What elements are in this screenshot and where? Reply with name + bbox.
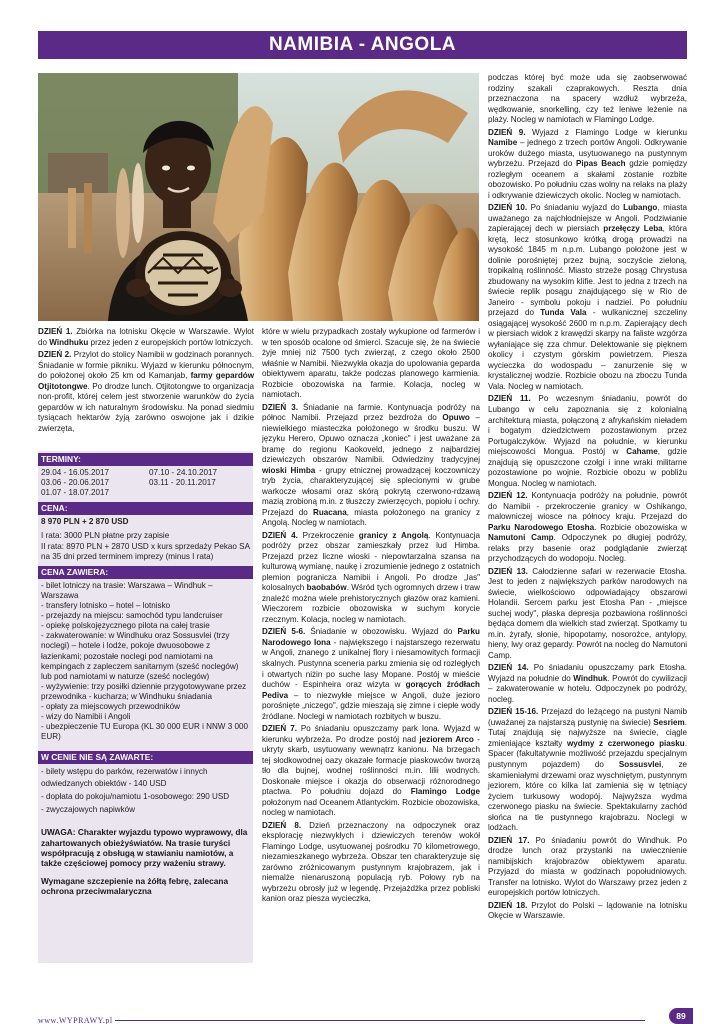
day-paragraph: DZIEŃ 13. Całodzienne safari w rezerwacie Etosha. Jest to jeden z największych parków narodowych na świecie, wielkościowo odpowiadający obszarowi Holandii. Sercem parku jest Etosha Pan - „miejsce suchej wody", płaska depresja pozbawiona roślinności będąca domem dla wielkich stad zwierząt. Spotkamy tu m.in. żyrafy, słonie, hipopotamy, nosorożce, antylopy, hieny, lwy oraz gepardy. Powrót na nocleg do Namutoni Camp. — [488, 566, 688, 660]
day-label: DZIEŃ 3. — [262, 402, 299, 412]
day-paragraph: które w wielu przypadkach zostały wykupione od farmerów i w ten sposób ocalone od śmierci. Szacuje się, że na świecie żyje mniej niż 7500 tych zwierząt, z czego około 2500 właśnie w Namibii. Niezwykła okazja do upolowania geparda obiektywem aparatu, także podczas planowego karmienia. Rozbicie obozowiska na farmie. Kolacja, nocleg w namiotach. — [262, 327, 480, 400]
list-item: - ubezpieczenie TU Europa (KL 30 000 EUR i NNW 3 000 EUR) — [41, 722, 248, 742]
day-label: DZIEŃ 10. — [488, 203, 528, 213]
page-number: 89 — [669, 1008, 693, 1024]
list-item: - bilet lotniczy na trasie: Warszawa – Windhuk – Warszawa — [41, 580, 213, 600]
day-paragraph: DZIEŃ 9. Wyjazd z Flamingo Lodge w kierunku Namibe – jednego z trzech portów Angoli. Odkrywanie uroków dużego miasta, usytuowanego na pustynnym wybrzeżu. Przejazd do Pipas Beach gdzie pomiędzy rozległym oceanem a skałami zostanie rozbite obozowisko. Po południu czas wolny na relaks na plaży i odkrywanie dziewiczych okolic. Nocleg w namiotach. — [488, 127, 688, 200]
term-date: 07.10 - 24.10.2017 — [149, 468, 217, 477]
list-item: - dopłata do pokoju/namiotu 1-osobowego: 290 USD — [41, 792, 230, 802]
list-item: - opłaty za miejscowych przewodników — [41, 702, 180, 712]
list-item: - zakwaterowanie: w Windhuku oraz Sossusvlei (trzy noclegi) – hotele i lodże, pokoje dwuosobowe z łazienkami; pozostałe noclegi pod namiotami na kempingach z zapleczem sanitarnym (sześć noclegów) lub pod namiotami w naturze (sześć noclegów) — [41, 631, 239, 681]
day-paragraph: DZIEŃ 18. Przylot do Polski – lądowanie na lotnisku Okęcie w Warszawie. — [488, 900, 687, 921]
term-date: 03.06 - 20.06.2017 — [41, 478, 109, 488]
excludes-heading: W CENIE NIE SĄ ZAWARTE: — [38, 751, 253, 764]
day-paragraph: DZIEŃ 5-6. Śniadanie w obozowisku. Wyjazd do Parku Narodowego Iona - największego i najstarszego rezerwatu w Angoli, znanego z unikalnej flory i niesamowitych formacji skalnych. Pustynna sceneria parku zmienia się od rozległych i otwartych niżin po suche lasy Mopane. Postój w mieście duchów - Espinheira oraz wizyta w gorących źródłach Pediva – to niezwykłe miejsce w Angoli, duże jezioro porośnięte „niczego", gdzie mieszają się zimne i ciepłe wody źródlane. Noclegi w namiotach rozbitych w buszu. — [262, 627, 480, 721]
vaccination-note: Wymagane szczepienie na żółtą febrę, zalecana ochrona przeciwmalaryczna — [41, 875, 229, 897]
list-item: - bilety wstępu do parków, rezerwatów i innych — [41, 766, 208, 776]
day-label: DZIEŃ 4. — [262, 530, 298, 540]
price-section — [38, 515, 253, 563]
price-line: II rata: 8970 PLN + 2870 USD x kurs sprzedaży Pekao SA na 35 dni przed terminem imprezy (minus I rata) — [41, 541, 250, 561]
day-label: DZIEŃ 12. — [488, 491, 528, 501]
day-label: DZIEŃ 13. — [488, 566, 528, 576]
day-label: DZIEŃ 5-6. — [262, 627, 306, 637]
day-paragraph: DZIEŃ 7. Po śniadaniu opuszczamy park Iona. Wyjazd w kierunku wybrzeża. Po drodze postój nad jeziorem Arco - ukryty skarb, usytuowany wewnątrz kanionu. Na brzegach tej słodkowodnej oazy okazałe formacje piaskowców tworzą tło dla bujnej, wodnej roślinności m.in. lilii wodnych. Doskonałe miejsce i okazja do obserwacji różnorodnego ptactwa. Po południu dojazd do Flamingo Lodge położonym nad Oceanem Atlantyckim. Rozbicie obozowiska, nocleg w namiotach. — [262, 724, 480, 818]
includes-heading: CENA ZAWIERA: — [38, 566, 253, 579]
day-paragraph: DZIEŃ 12. Kontynuacja podróży na południe, powrót do Namibii - przekroczenie granicy w Oshikango, malowniczej wiosce na północy kraju. Przejazd do Parku Narodowego Etosha. Rozbicie obozowiska w Namutoni Camp. Odpoczynek po długiej podróży, relaks przy basenie oraz podglądanie zwierząt przychodzących do wodopoju. Nocleg. — [488, 491, 688, 564]
day-label: DZIEŃ 11. — [488, 394, 531, 404]
price-line: I rata: 3000 PLN płatne przy zapisie — [41, 531, 170, 541]
day-paragraph: DZIEŃ 8. Dzień przeznaczony na odpoczynek oraz eksplorację niezwykłych i dziewiczych terenów wokół Flamingo Lodge, usytuowanej pośrodku 70 kilometrowego, niezamieszkanego wybrzeża. Obszar ten charakteryzuje się zarówno zróżnicowanym pustynnym krajobrazem, jak i niemalże nienaruszoną populacją ryb. Połowy ryb na wybrzeżu obrosły już w legendę. Przejażdżka przez pobliski kanion oraz piesza wycieczka, — [262, 820, 481, 904]
day-paragraph: DZIEŃ 11. Po wczesnym śniadaniu, powrót do Lubango w celu zapoznania się z kolonialną architekturą miasta, połączoną z afrykańskim nieładem i bogatym dziedzictwem pozostawionym przez Portugalczyków. Wyjazd na południe, w kierunku miejscowości Mongua. Postój w Cahame, gdzie znajdują się opuszczone czołgi i inne wraki militarne pozostawione po wojnie. Rozbicie obozu w pobliżu Mongua. Nocleg w namiotach. — [488, 394, 687, 488]
warning-note: UWAGA: Charakter wyjazdu typowo wyprawowy, dla zahartowanych obieżyświatów. Na trasie turyści współpracują z obsługą w stawianiu namiotów, a także częściowej pomocy przy ważeniu strawy. — [41, 827, 248, 869]
info-box — [38, 451, 253, 963]
page-title: NAMIBIA - ANGOLA — [268, 34, 457, 55]
day-paragraph: DZIEŃ 14. Po śniadaniu opuszczamy park Etosha. Wyjazd na południe do Windhuk. Powrót do cywilizacji – zakwaterowanie w hotelu. Odpoczynek po podróży, nocleg. — [488, 663, 687, 704]
includes-list — [38, 579, 253, 745]
day-label: DZIEŃ 17. — [488, 835, 530, 845]
day-label: DZIEŃ 8. — [262, 820, 302, 830]
footer-divider — [115, 1020, 645, 1021]
day-label: DZIEŃ 7. — [262, 724, 297, 734]
day-label: DZIEŃ 2. — [38, 350, 72, 360]
column-3 — [488, 73, 687, 924]
day-paragraph: DZIEŃ 10. Po śniadaniu wyjazd do Lubango, miasta uważanego za najchłodniejsze w Angoli. Podziwianie zapierającej dech w piersiach przełęczy Leba, która krętą, lecz stosunkowo krótką drogą prowadzi na wysokość 1845 m n.p.m. Lubango położone jest w dolinie porośniętej przez bujną, soczyście zieloną, tropikalną roślinność. Miasto strzeże posąg Chrystusa zbudowany na wysokim klifie. Jest to jedna z trzech na świecie replik posągu znajdującego się w Rio de Janeiro - symbolu pokoju i nadziei. Po południu przejazd do Tunda Vala - wulkanicznej szczeliny osiągającej wysokość 2600 m n.p.m. Zapierający dech w piersiach widok z krawędzi skarpy na faliste wzgórza wyłaniające się zza chmur. Delektowanie się pięknem okolicy i czystym górskim powietrzem. Piesza wycieczka do wodospadu – zanurzenie się w krystalicznej wodzie. Rozbicie obozu na zboczu Tunda Vala. Nocleg w namiotach. — [488, 203, 687, 391]
day-paragraph: DZIEŃ 2. Przylot do stolicy Namibii w godzinach porannych. Śniadanie w formie pikniku. Wyjazd w kierunku północnym, do położonej około 25 km od Kamanjab, farmy gepardów Otjitotongwe. Po drodze lunch. Otjitotongwe to organizacja non-profit, której celem jest stworzenie warunków do życia gepardów w ich naturalnym środowisku. Na ponad siedmiu tysiącach hektarów żyją zarówno oswojone jak i dzikie zwierzęta, — [38, 350, 254, 433]
list-item: - przejazdy na miejscu: samochód typu landcruiser — [41, 611, 223, 621]
photo-woman-with-carvings — [38, 73, 479, 321]
term-date — [149, 488, 249, 498]
day-label: DZIEŃ 9. — [488, 127, 526, 137]
column-1 — [38, 327, 254, 436]
day-paragraph: DZIEŃ 4. Przekroczenie granicy z Angolą. Kontynuacja podróży przez obszar zamieszkały przez lud Himba. Przejazd przez liczne wioski - niepowtarzalna szansa na kulturową wymianę, naukę i zrozumienie jednego z ostatnich plemion pogranicza Namibii i Angoli. Po drodze „las" kolosalnych baobabów. Wśród tych ogromnych drzew i traw znaleźć można wiele prehistorycznych głazów oraz kamieni. Wieczorem rozbicie obozowiska w suchym korycie rzecznym. Kolacja, nocleg w namiotach. — [262, 530, 481, 624]
price-heading: CENA: — [38, 502, 253, 515]
excludes-list — [38, 764, 253, 820]
list-item: odwiedzanych obiektów - 140 USD — [41, 779, 167, 789]
day-paragraph: podczas której być może uda się zaobserwować rodziny szakali czaprakowych. Reszta dnia przeznaczona na spacery wzdłuż wybrzeża, wędkowanie, snorkelling, czy też leniwe leżenie na plaży. Nocleg w namiotach w Flamingo Lodge. — [488, 73, 687, 125]
list-item: - opiekę polskojęzycznego pilota na całej trasie — [41, 621, 210, 631]
terms-dates — [38, 466, 253, 500]
terms-heading: TERMINY: — [38, 453, 253, 466]
day-label: DZIEŃ 1. — [38, 327, 73, 336]
term-date: 03.11 - 20.11.2017 — [149, 478, 216, 488]
hero-photo — [38, 73, 479, 321]
list-item: - wizy do Namibii i Angoli — [41, 712, 131, 722]
day-paragraph: DZIEŃ 3. Śniadanie na farmie. Kontynuacja podróży na północ Namibii. Przejazd przez bezdroża do Opuwo – niewielkiego miasteczka położonego w środku buszu. W języku Herero, Opuwo oznacza „koniec" i jest uważane za bramę do regionu Kaokoveld, jednego z najbardziej dziewiczych obszarów Namibii. Odwiedziny tradycyjnej wioski Himba - grupy etnicznej prowadzącej koczowniczy tryb życia, charakteryzującej się splecionymi w grube warkocze włosami oraz skórą pokrytą czerwono-rdzawą mazią zrobioną m.in. z tłuszczy zwierzęcych, popiołu i ochry. Przejazd do Ruacana, miasta położonego na granicy z Angolą. Nocleg w namiotach. — [262, 402, 481, 528]
day-label: DZIEŃ 18. — [488, 900, 528, 910]
day-label: DZIEŃ 15-16. — [488, 707, 539, 717]
column-2 — [262, 327, 480, 907]
footer-website-link[interactable]: www.WYPRAWY.pl — [38, 1016, 113, 1024]
day-paragraph: DZIEŃ 1. Zbiórka na lotnisku Okęcie w Warszawie. Wylot do Windhuku przez jeden z europejskich portów lotniczych. — [38, 327, 254, 347]
day-label: DZIEŃ 14. — [488, 663, 529, 673]
term-date: 29.04 - 16.05.2017 — [41, 468, 109, 477]
term-date: 01.07 - 18.07.2017 — [41, 488, 109, 498]
list-item: - wyżywienie: trzy posiłki dziennie przygotowywane przez przewodnika - kucharza; w Windhuku śniadania — [41, 681, 247, 701]
list-item: - zwyczajowych napiwków — [41, 805, 136, 815]
day-paragraph: DZIEŃ 17. Po śniadaniu powrót do Windhuk. Po drodze lunch oraz przystanki na uwiecznienie namibijskich krajobrazów obiektywem aparatu. Przyjazd do miasta w godzinach popołudniowych. Transfer na lotnisko. Wylot do Warszawy przez jeden z europejskich portów lotniczych. — [488, 835, 687, 898]
price-main: 8 970 PLN + 2 870 USD — [41, 517, 129, 527]
list-item: - transfery lotnisko – hotel – lotnisko — [41, 600, 171, 610]
day-paragraph: DZIEŃ 15-16. Przejazd do leżącego na pustyni Namib (uważanej za najstarszą pustynię na świecie) Sesriem. Tutaj znajdują się najwyższe na świecie, ciągle zmieniające kształty wydmy z czerwonego piasku. Spacer (fakultatywnie możliwość przejazdu specjalnym pustynnym pojazdem) do Sossusvlei, ze skamieniałymi drzewami oraz wyschniętym, pustynnym jeziorem, które co kilka lat zamienia się w tętniący życiem turkusowy wodopój. Najwyższa wydma czerwonego piasku na świecie. Spektakularny zachód słońca na tle pustynnego krajobrazu. Noclegi w lodżach. — [488, 707, 688, 833]
title-bar — [38, 31, 687, 59]
